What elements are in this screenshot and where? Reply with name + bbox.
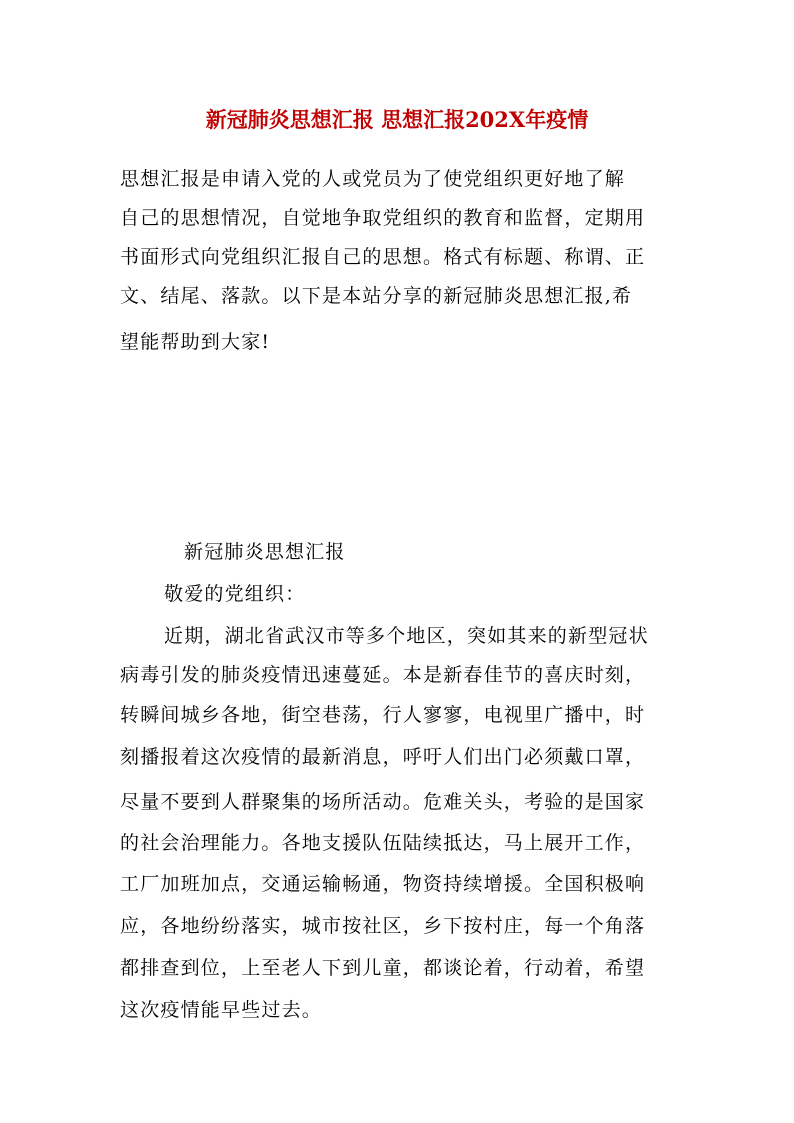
section-subtitle: 新冠肺炎思想汇报 bbox=[184, 541, 346, 563]
body-line: 都排查到位，上至老人下到儿童，都谈论着，行动着，希望 bbox=[120, 957, 646, 979]
body-line: 病毒引发的肺炎疫情迅速蔓延。本是新春佳节的喜庆时刻， bbox=[120, 664, 646, 686]
body-line: 工厂加班加点，交通运输畅通，物资持续增援。全国积极响 bbox=[120, 873, 646, 895]
intro-line: 自己的思想情况，自觉地争取党组织的教育和监督，定期用 bbox=[120, 207, 646, 229]
body-line: 这次疫情能早些过去。 bbox=[120, 999, 323, 1021]
body-line: 的社会治理能力。各地支援队伍陆续抵达，马上展开工作， bbox=[120, 832, 646, 854]
intro-line: 书面形式向党组织汇报自己的思想。格式有标题、称谓、正 bbox=[120, 246, 646, 268]
salutation: 敬爱的党组织： bbox=[164, 583, 306, 605]
body-line: 尽量不要到人群聚集的场所活动。危难关头，考验的是国家 bbox=[120, 791, 646, 813]
body-line: 刻播报着这次疫情的最新消息，呼吁人们出门必须戴口罩， bbox=[120, 746, 646, 768]
body-line: 近期，湖北省武汉市等多个地区，突如其来的新型冠状 bbox=[164, 625, 649, 647]
body-line: 应，各地纷纷落实，城市按社区，乡下按村庄，每一个角落 bbox=[120, 915, 646, 937]
intro-line: 望能帮助到大家! bbox=[120, 331, 271, 353]
intro-line: 思想汇报是申请入党的人或党员为了使党组织更好地了解 bbox=[120, 168, 626, 190]
intro-line: 文、结尾、落款。以下是本站分享的新冠肺炎思想汇报,希 bbox=[120, 285, 633, 307]
document-title: 新冠肺炎思想汇报 思想汇报202X年疫情 bbox=[205, 107, 589, 132]
body-line: 转瞬间城乡各地，街空巷荡，行人寥寥，电视里广播中，时 bbox=[120, 704, 646, 726]
